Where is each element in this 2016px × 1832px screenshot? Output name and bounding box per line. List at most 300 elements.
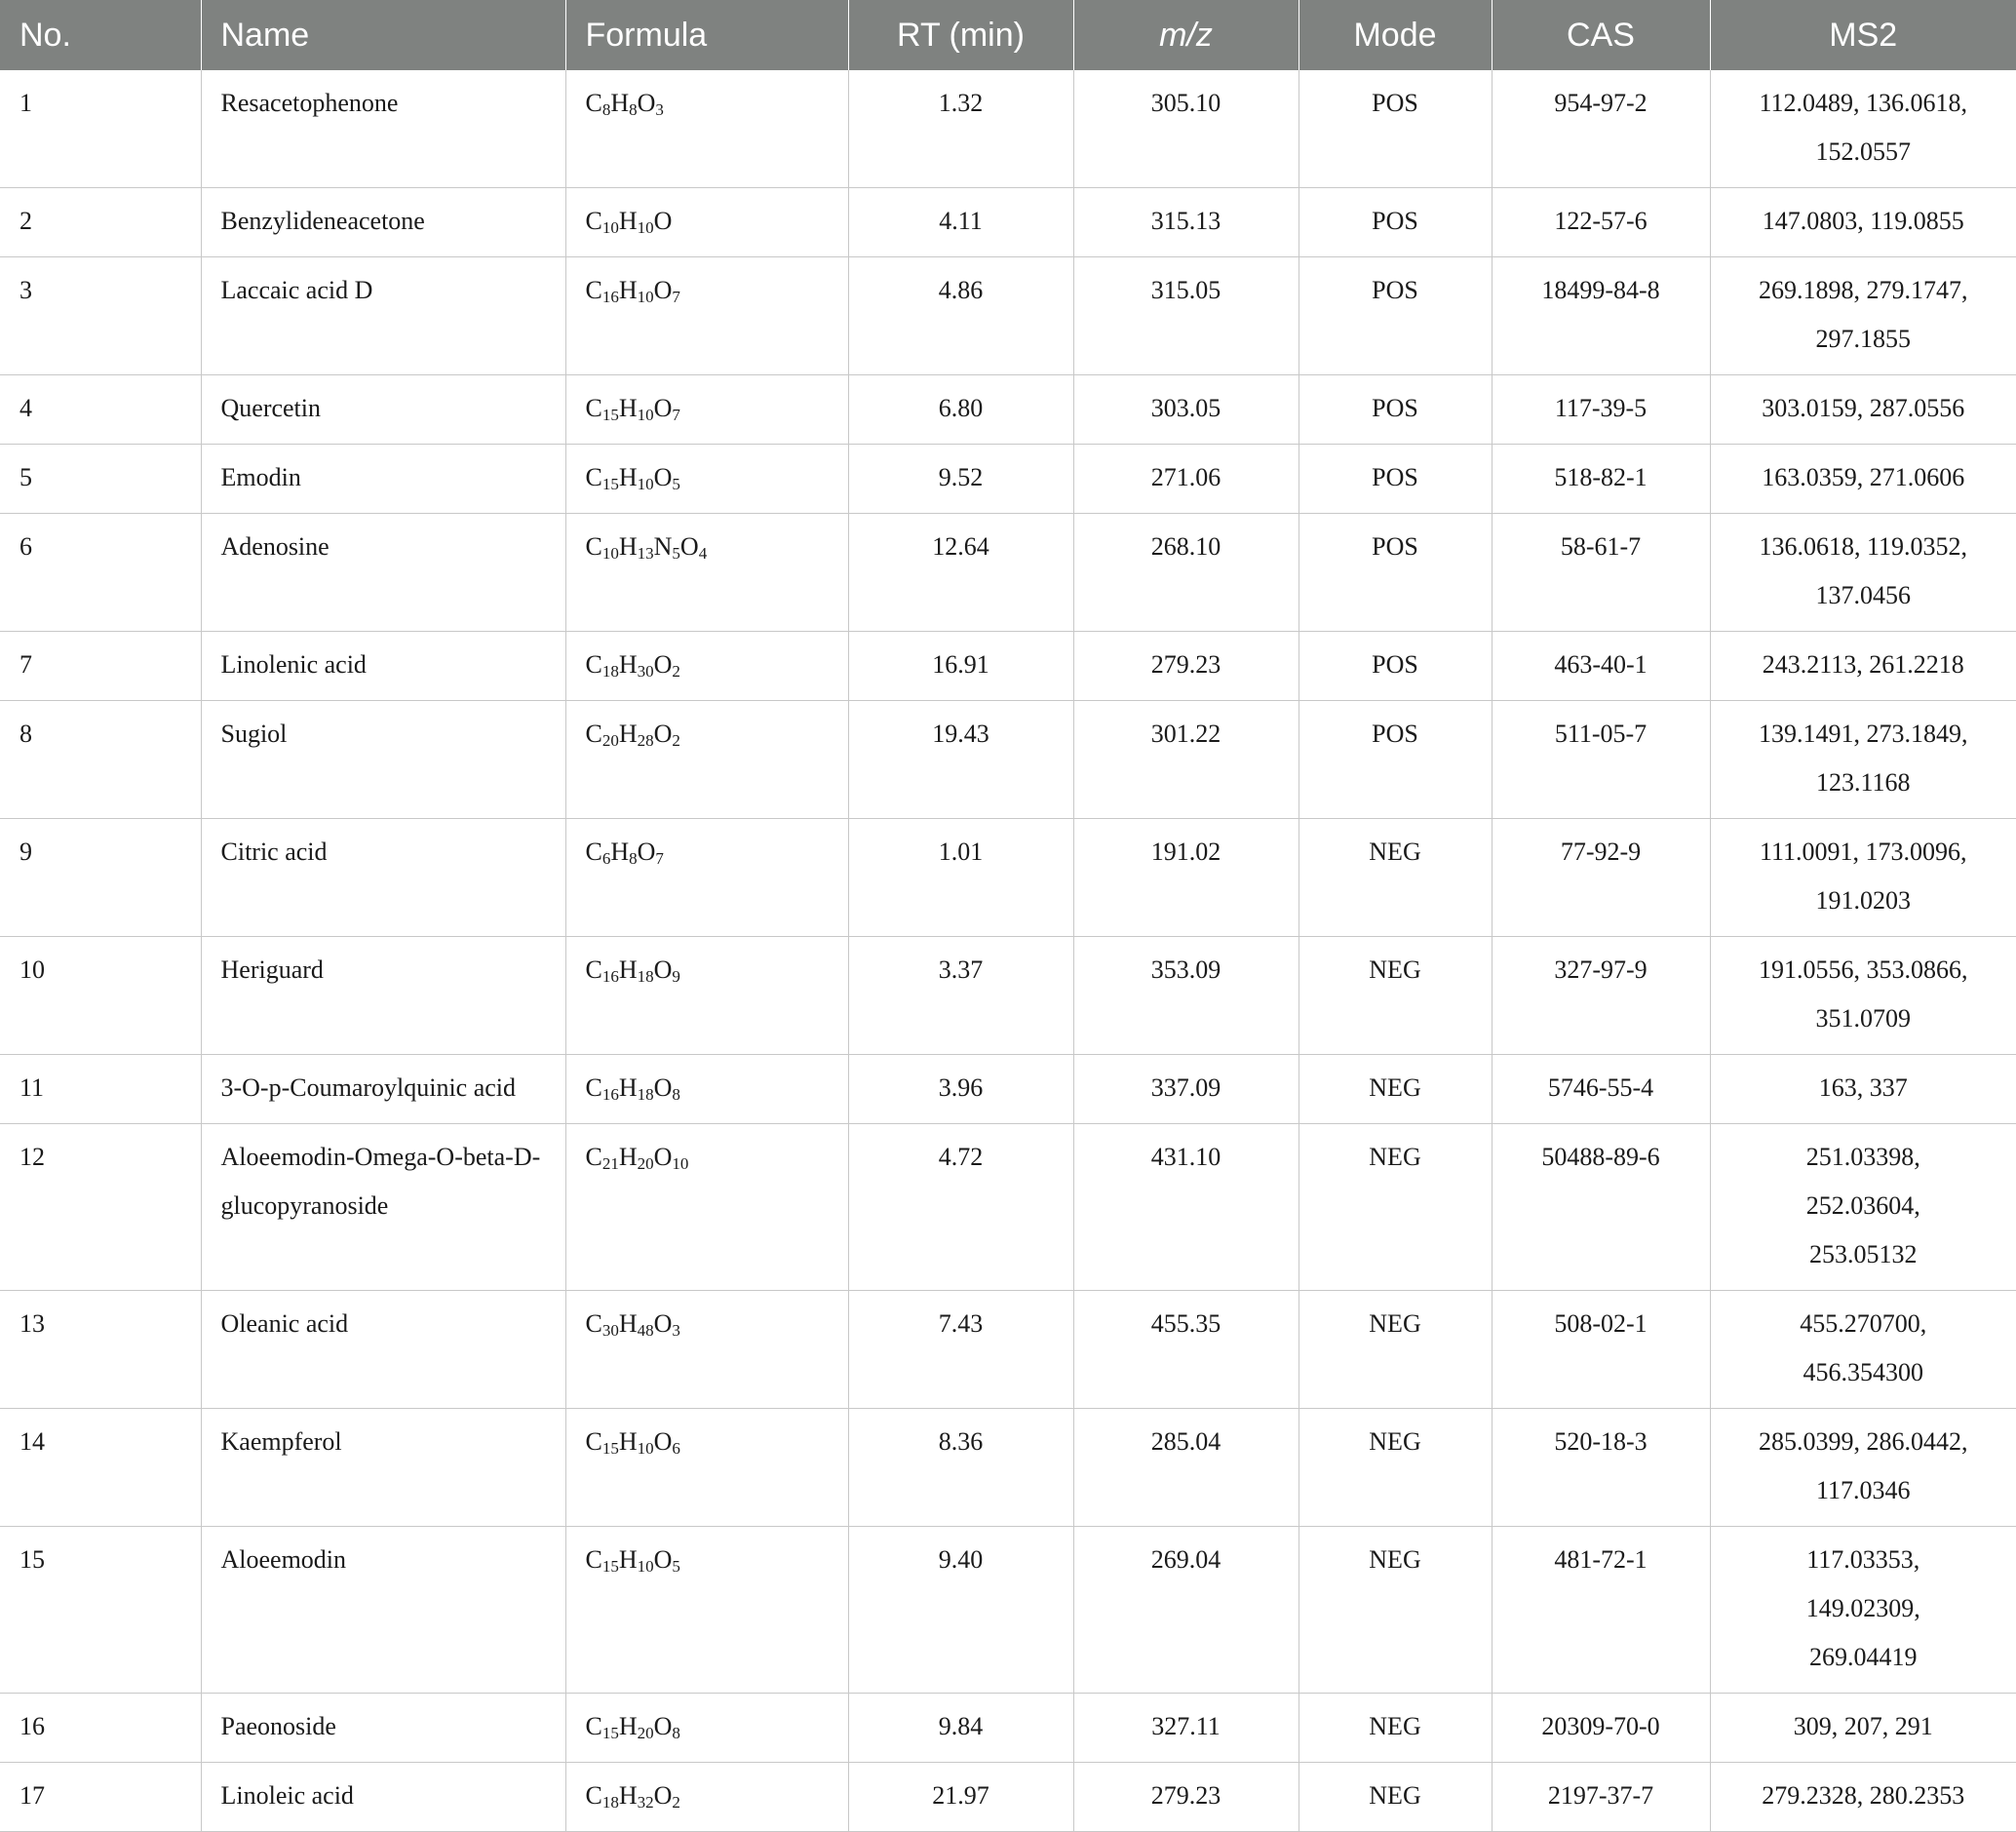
table-row — [0, 257, 2016, 375]
table-row — [0, 445, 2016, 514]
cell-name: Heriguard — [201, 937, 565, 1055]
cell-ms2 — [1710, 1763, 2016, 1832]
cell-cas: 117-39-5 — [1492, 375, 1710, 445]
cell-cas: 2197-37-7 — [1492, 1763, 1710, 1832]
formula-element: C — [585, 532, 602, 561]
cell-ms2 — [1710, 937, 2016, 1055]
header-label: Mode — [1353, 16, 1437, 54]
cell-rt: 4.72 — [848, 1124, 1073, 1291]
formula-count: 18 — [637, 967, 654, 986]
cell-no: 13 — [0, 1291, 201, 1409]
formula-element: O — [653, 720, 673, 748]
cell-formula — [565, 1291, 848, 1409]
cell-mz: 303.05 — [1073, 375, 1299, 445]
cell-mode: POS — [1299, 188, 1492, 257]
col-no-header — [0, 0, 201, 70]
header-label: Name — [220, 16, 310, 54]
cell-name: Aloeemodin-Omega-O-beta-D-glucopyranoside — [201, 1124, 565, 1291]
cell-name: Citric acid — [201, 819, 565, 937]
formula-element: H — [618, 1143, 638, 1171]
table-row — [0, 1291, 2016, 1409]
ms2-line: 152.0557 — [1815, 137, 1911, 166]
cell-rt: 4.86 — [848, 257, 1073, 375]
cell-formula — [565, 1055, 848, 1124]
formula-count: 10 — [601, 218, 619, 237]
formula-count: 48 — [637, 1321, 654, 1340]
formula-element: H — [618, 207, 638, 235]
cell-rt: 12.64 — [848, 514, 1073, 632]
cell-no: 2 — [0, 188, 201, 257]
formula-element: O — [653, 1309, 673, 1338]
table-row — [0, 188, 2016, 257]
ms2-line: 243.2113, 261.2218 — [1762, 650, 1964, 679]
ms2-line: 117.0346 — [1815, 1476, 1911, 1504]
cell-ms2 — [1710, 257, 2016, 375]
formula-element: O — [653, 1712, 673, 1740]
cell-ms2 — [1710, 514, 2016, 632]
formula-element: C — [585, 394, 602, 422]
formula-count: 13 — [637, 544, 654, 563]
col-rt-header — [848, 0, 1073, 70]
formula-element: O — [653, 650, 673, 679]
cell-name: 3-O-p-Coumaroylquinic acid — [201, 1055, 565, 1124]
ms2-line: 252.03604, — [1805, 1191, 1920, 1220]
cell-name: Aloeemodin — [201, 1527, 565, 1694]
formula-count: 15 — [601, 1439, 619, 1458]
cell-cas: 50488-89-6 — [1492, 1124, 1710, 1291]
formula-count: 2 — [672, 731, 680, 750]
ms2-line: 163, 337 — [1818, 1073, 1908, 1102]
formula-count: 2 — [672, 662, 680, 681]
cell-mz: 268.10 — [1073, 514, 1299, 632]
ms2-line: 147.0803, 119.0855 — [1762, 207, 1964, 235]
formula-element: O — [653, 276, 673, 304]
formula-count: 10 — [637, 218, 654, 237]
cell-mode: POS — [1299, 375, 1492, 445]
header-label: Formula — [585, 16, 708, 54]
formula-count: 8 — [672, 1724, 680, 1742]
cell-rt: 9.52 — [848, 445, 1073, 514]
cell-mode: NEG — [1299, 1409, 1492, 1527]
formula-element: C — [585, 1309, 602, 1338]
cell-no: 16 — [0, 1694, 201, 1763]
formula-count: 18 — [601, 1793, 619, 1812]
cell-mz: 285.04 — [1073, 1409, 1299, 1527]
formula-element: C — [585, 1073, 602, 1102]
formula-count: 15 — [601, 475, 619, 493]
formula-element: O — [653, 1143, 673, 1171]
cell-mz: 191.02 — [1073, 819, 1299, 937]
cell-rt: 4.11 — [848, 188, 1073, 257]
cell-name: Laccaic acid D — [201, 257, 565, 375]
table-row — [0, 819, 2016, 937]
formula-count: 6 — [672, 1439, 680, 1458]
cell-mz: 271.06 — [1073, 445, 1299, 514]
cell-mz: 279.23 — [1073, 632, 1299, 701]
cell-ms2 — [1710, 445, 2016, 514]
cell-ms2 — [1710, 1694, 2016, 1763]
formula-element: H — [618, 1545, 638, 1574]
cell-mz: 315.05 — [1073, 257, 1299, 375]
ms2-line: 137.0456 — [1815, 581, 1911, 609]
formula-element: O — [653, 955, 673, 984]
cell-formula — [565, 445, 848, 514]
ms2-line: 269.04419 — [1809, 1643, 1918, 1671]
cell-no: 15 — [0, 1527, 201, 1694]
ms2-line: 309, 207, 291 — [1793, 1712, 1933, 1740]
cell-no: 9 — [0, 819, 201, 937]
cell-formula — [565, 1409, 848, 1527]
formula-count: 5 — [672, 1557, 680, 1576]
cell-cas: 122-57-6 — [1492, 188, 1710, 257]
header-label: CAS — [1567, 16, 1635, 54]
formula-count: 10 — [637, 288, 654, 306]
cell-mz: 315.13 — [1073, 188, 1299, 257]
cell-name: Emodin — [201, 445, 565, 514]
table-row — [0, 375, 2016, 445]
cell-formula — [565, 819, 848, 937]
cell-mz: 353.09 — [1073, 937, 1299, 1055]
formula-element: C — [585, 650, 602, 679]
cell-mode: NEG — [1299, 1055, 1492, 1124]
ms2-line: 285.0399, 286.0442, — [1759, 1427, 1968, 1456]
cell-mode: NEG — [1299, 1694, 1492, 1763]
cell-mode: NEG — [1299, 1527, 1492, 1694]
cell-ms2 — [1710, 1527, 2016, 1694]
ms2-line: 139.1491, 273.1849, — [1759, 720, 1968, 748]
header-row — [0, 0, 2016, 70]
cell-rt: 8.36 — [848, 1409, 1073, 1527]
cell-mode: POS — [1299, 257, 1492, 375]
cell-rt: 7.43 — [848, 1291, 1073, 1409]
cell-no: 8 — [0, 701, 201, 819]
table-row — [0, 1527, 2016, 1694]
cell-ms2 — [1710, 701, 2016, 819]
cell-ms2 — [1710, 375, 2016, 445]
header-label: m/z — [1159, 16, 1213, 54]
cell-formula — [565, 632, 848, 701]
cell-mz: 301.22 — [1073, 701, 1299, 819]
formula-element: C — [585, 720, 602, 748]
cell-no: 12 — [0, 1124, 201, 1291]
formula-element: O — [653, 1545, 673, 1574]
formula-count: 18 — [637, 1085, 654, 1104]
cell-no: 3 — [0, 257, 201, 375]
table-body — [0, 70, 2016, 1832]
cell-mz: 431.10 — [1073, 1124, 1299, 1291]
formula-count: 9 — [672, 967, 680, 986]
table-row — [0, 1124, 2016, 1291]
cell-formula — [565, 1124, 848, 1291]
cell-mode: POS — [1299, 514, 1492, 632]
formula-count: 7 — [672, 406, 680, 424]
cell-formula — [565, 1527, 848, 1694]
cell-no: 11 — [0, 1055, 201, 1124]
col-name-header — [201, 0, 565, 70]
ms2-line: 136.0618, 119.0352, — [1759, 532, 1968, 561]
cell-name: Oleanic acid — [201, 1291, 565, 1409]
formula-count: 16 — [601, 967, 619, 986]
cell-mode: NEG — [1299, 1291, 1492, 1409]
formula-element: C — [585, 1427, 602, 1456]
formula-element: H — [618, 1309, 638, 1338]
formula-element: O — [653, 207, 673, 235]
cell-formula — [565, 1694, 848, 1763]
formula-element: C — [585, 463, 602, 491]
table-row — [0, 1694, 2016, 1763]
formula-count: 8 — [629, 849, 638, 868]
formula-count: 20 — [637, 1724, 654, 1742]
table-row — [0, 1055, 2016, 1124]
formula-count: 16 — [601, 1085, 619, 1104]
cell-formula — [565, 701, 848, 819]
formula-element: O — [653, 1427, 673, 1456]
cell-cas: 481-72-1 — [1492, 1527, 1710, 1694]
cell-mode: POS — [1299, 632, 1492, 701]
ms2-line: 191.0556, 353.0866, — [1759, 955, 1968, 984]
formula-count: 16 — [601, 288, 619, 306]
header-label: No. — [19, 16, 71, 54]
cell-cas: 518-82-1 — [1492, 445, 1710, 514]
formula-count: 4 — [698, 544, 708, 563]
cell-mode: POS — [1299, 445, 1492, 514]
formula-element: H — [618, 1427, 638, 1456]
cell-cas: 520-18-3 — [1492, 1409, 1710, 1527]
ms2-line: 456.354300 — [1803, 1358, 1923, 1386]
ms2-line: 111.0091, 173.0096, — [1759, 838, 1967, 866]
cell-mode: NEG — [1299, 1124, 1492, 1291]
formula-element: C — [585, 1712, 602, 1740]
cell-ms2 — [1710, 1409, 2016, 1527]
cell-cas: 508-02-1 — [1492, 1291, 1710, 1409]
formula-count: 10 — [637, 475, 654, 493]
formula-element: C — [585, 276, 602, 304]
cell-formula — [565, 937, 848, 1055]
cell-no: 4 — [0, 375, 201, 445]
cell-formula — [565, 375, 848, 445]
cell-cas: 463-40-1 — [1492, 632, 1710, 701]
col-mode-header — [1299, 0, 1492, 70]
formula-count: 2 — [672, 1793, 680, 1812]
formula-count: 15 — [601, 406, 619, 424]
formula-element: H — [618, 1073, 638, 1102]
cell-cas: 511-05-7 — [1492, 701, 1710, 819]
cell-formula — [565, 70, 848, 188]
ms2-line: 253.05132 — [1809, 1240, 1918, 1268]
cell-name: Linolenic acid — [201, 632, 565, 701]
cell-rt: 3.37 — [848, 937, 1073, 1055]
cell-cas: 327-97-9 — [1492, 937, 1710, 1055]
cell-rt: 9.84 — [848, 1694, 1073, 1763]
formula-element: N — [653, 532, 673, 561]
cell-name: Quercetin — [201, 375, 565, 445]
formula-count: 8 — [629, 100, 638, 119]
formula-count: 7 — [655, 849, 664, 868]
table-row — [0, 1409, 2016, 1527]
formula-element: H — [610, 89, 630, 117]
ms2-line: 297.1855 — [1815, 325, 1911, 353]
cell-cas: 58-61-7 — [1492, 514, 1710, 632]
formula-element: H — [618, 650, 638, 679]
formula-count: 6 — [601, 849, 611, 868]
cell-cas: 5746-55-4 — [1492, 1055, 1710, 1124]
formula-count: 5 — [672, 475, 680, 493]
formula-element: O — [679, 532, 699, 561]
col-formula-header — [565, 0, 848, 70]
col-mz-header — [1073, 0, 1299, 70]
table-row — [0, 1763, 2016, 1832]
cell-rt: 3.96 — [848, 1055, 1073, 1124]
formula-count: 10 — [672, 1154, 689, 1173]
ms2-line: 455.270700, — [1800, 1309, 1927, 1338]
formula-count: 10 — [637, 1439, 654, 1458]
cell-name: Adenosine — [201, 514, 565, 632]
formula-element: O — [653, 463, 673, 491]
cell-mz: 455.35 — [1073, 1291, 1299, 1409]
formula-count: 30 — [601, 1321, 619, 1340]
formula-element: C — [585, 838, 602, 866]
cell-no: 6 — [0, 514, 201, 632]
formula-element: O — [653, 394, 673, 422]
cell-mz: 279.23 — [1073, 1763, 1299, 1832]
cell-no: 7 — [0, 632, 201, 701]
cell-formula — [565, 514, 848, 632]
formula-element: H — [618, 1712, 638, 1740]
cell-cas: 18499-84-8 — [1492, 257, 1710, 375]
ms2-line: 351.0709 — [1815, 1004, 1911, 1033]
formula-element: C — [585, 1781, 602, 1810]
formula-count: 21 — [601, 1154, 619, 1173]
formula-element: C — [585, 1545, 602, 1574]
table-row — [0, 701, 2016, 819]
cell-formula — [565, 257, 848, 375]
cell-no: 1 — [0, 70, 201, 188]
formula-element: C — [585, 1143, 602, 1171]
cell-name: Sugiol — [201, 701, 565, 819]
formula-element: H — [618, 955, 638, 984]
ms2-line: 303.0159, 287.0556 — [1762, 394, 1965, 422]
cell-rt: 1.01 — [848, 819, 1073, 937]
table-row — [0, 70, 2016, 188]
formula-count: 8 — [672, 1085, 680, 1104]
cell-formula — [565, 1763, 848, 1832]
formula-element: O — [637, 89, 656, 117]
formula-element: H — [618, 1781, 638, 1810]
cell-rt: 9.40 — [848, 1527, 1073, 1694]
table-row — [0, 632, 2016, 701]
cell-no: 5 — [0, 445, 201, 514]
formula-count: 8 — [601, 100, 611, 119]
ms2-line: 191.0203 — [1815, 886, 1911, 915]
header-label: RT (min) — [897, 16, 1025, 54]
formula-element: H — [610, 838, 630, 866]
cell-mz: 327.11 — [1073, 1694, 1299, 1763]
cell-ms2 — [1710, 1124, 2016, 1291]
formula-element: H — [618, 532, 638, 561]
col-cas-header — [1492, 0, 1710, 70]
ms2-line: 117.03353, — [1806, 1545, 1920, 1574]
cell-formula — [565, 188, 848, 257]
formula-count: 18 — [601, 662, 619, 681]
cell-mode: POS — [1299, 70, 1492, 188]
formula-count: 3 — [672, 1321, 680, 1340]
ms2-line: 112.0489, 136.0618, — [1759, 89, 1968, 117]
formula-element: C — [585, 207, 602, 235]
formula-count: 7 — [672, 288, 680, 306]
cell-no: 17 — [0, 1763, 201, 1832]
cell-name: Paeonoside — [201, 1694, 565, 1763]
cell-no: 10 — [0, 937, 201, 1055]
formula-count: 5 — [672, 544, 680, 563]
cell-name: Kaempferol — [201, 1409, 565, 1527]
ms2-line: 163.0359, 271.0606 — [1762, 463, 1965, 491]
formula-element: O — [637, 838, 656, 866]
formula-count: 28 — [637, 731, 654, 750]
cell-ms2 — [1710, 632, 2016, 701]
formula-count: 20 — [637, 1154, 654, 1173]
cell-mode: NEG — [1299, 937, 1492, 1055]
cell-rt: 21.97 — [848, 1763, 1073, 1832]
formula-count: 15 — [601, 1724, 619, 1742]
header-label: MS2 — [1829, 16, 1898, 54]
formula-element: H — [618, 276, 638, 304]
cell-rt: 16.91 — [848, 632, 1073, 701]
cell-cas: 77-92-9 — [1492, 819, 1710, 937]
formula-element: C — [585, 955, 602, 984]
formula-count: 15 — [601, 1557, 619, 1576]
cell-mode: POS — [1299, 701, 1492, 819]
cell-mode: NEG — [1299, 1763, 1492, 1832]
ms2-line: 251.03398, — [1805, 1143, 1920, 1171]
cell-ms2 — [1710, 188, 2016, 257]
cell-cas: 954-97-2 — [1492, 70, 1710, 188]
cell-ms2 — [1710, 70, 2016, 188]
cell-name: Linoleic acid — [201, 1763, 565, 1832]
table-row — [0, 514, 2016, 632]
cell-rt: 6.80 — [848, 375, 1073, 445]
cell-mz: 337.09 — [1073, 1055, 1299, 1124]
formula-element: O — [653, 1781, 673, 1810]
formula-count: 3 — [655, 100, 664, 119]
formula-count: 30 — [637, 662, 654, 681]
cell-ms2 — [1710, 819, 2016, 937]
cell-cas: 20309-70-0 — [1492, 1694, 1710, 1763]
formula-element: C — [585, 89, 602, 117]
formula-count: 10 — [637, 1557, 654, 1576]
ms2-line: 269.1898, 279.1747, — [1759, 276, 1968, 304]
cell-name: Benzylideneacetone — [201, 188, 565, 257]
formula-element: O — [653, 1073, 673, 1102]
cell-name: Resacetophenone — [201, 70, 565, 188]
cell-mz: 269.04 — [1073, 1527, 1299, 1694]
formula-count: 10 — [601, 544, 619, 563]
formula-count: 32 — [637, 1793, 654, 1812]
cell-rt: 19.43 — [848, 701, 1073, 819]
cell-ms2 — [1710, 1055, 2016, 1124]
cell-no: 14 — [0, 1409, 201, 1527]
cell-mode: NEG — [1299, 819, 1492, 937]
ms2-line: 149.02309, — [1805, 1594, 1920, 1622]
cell-ms2 — [1710, 1291, 2016, 1409]
table-row — [0, 937, 2016, 1055]
formula-count: 10 — [637, 406, 654, 424]
table-header — [0, 0, 2016, 70]
formula-element: H — [618, 463, 638, 491]
cell-mz: 305.10 — [1073, 70, 1299, 188]
cell-rt: 1.32 — [848, 70, 1073, 188]
col-ms2-header — [1710, 0, 2016, 70]
ms2-line: 279.2328, 280.2353 — [1762, 1781, 1965, 1810]
